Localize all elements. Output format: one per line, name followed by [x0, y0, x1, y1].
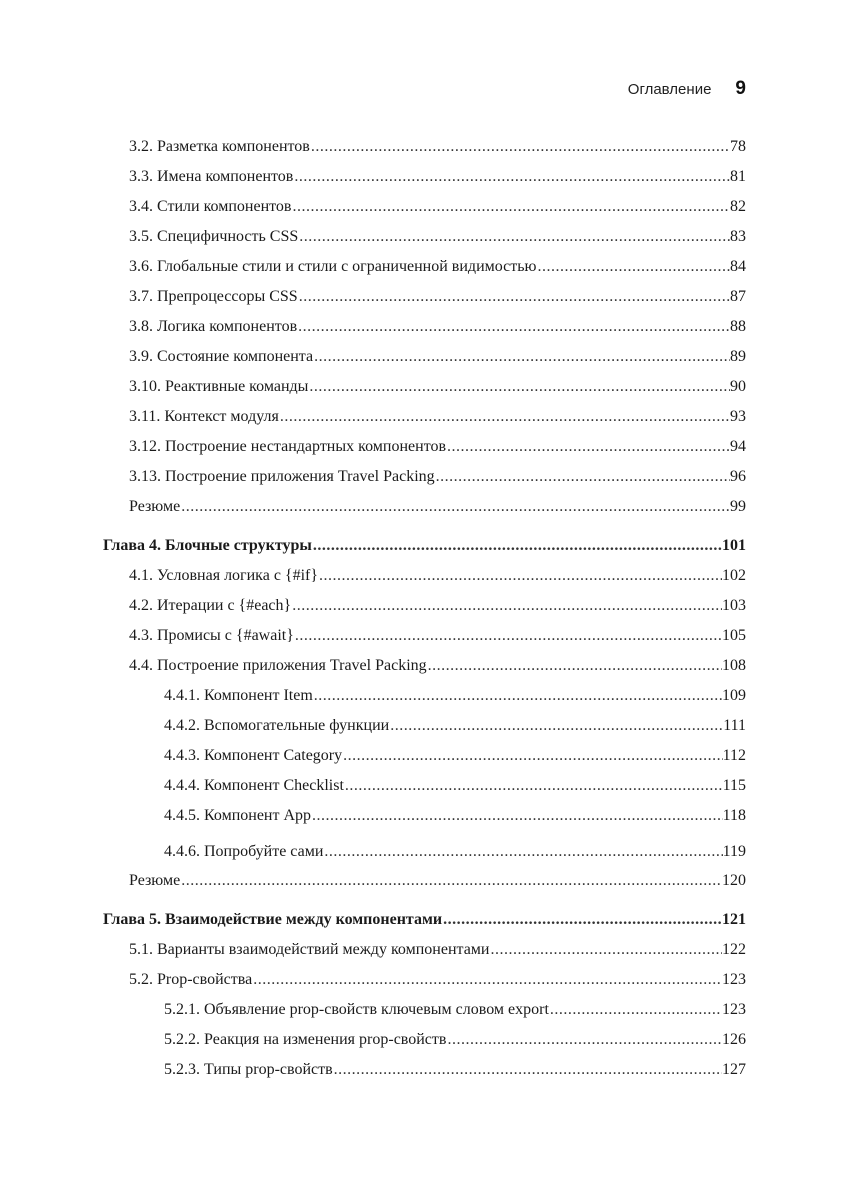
toc-entry-page: 90 — [730, 378, 746, 395]
toc-entry — [129, 286, 746, 308]
toc-entry — [129, 466, 746, 488]
toc-entry-title: 3.3. Имена компонентов — [129, 168, 294, 185]
toc-entry-page: 119 — [722, 843, 746, 860]
toc-entry-title: 5.2.2. Реакция на изменения prop-свойств — [164, 1031, 447, 1048]
toc-entry-title: 5.2.1. Объявление prop-свойств ключевым словом export — [164, 1001, 549, 1018]
toc-entry-page: 101 — [722, 537, 746, 554]
toc-leader-dots — [298, 226, 730, 248]
toc-leader-dots — [427, 655, 722, 677]
toc-entry-page: 83 — [730, 228, 746, 245]
toc-leader-dots — [318, 565, 722, 587]
toc-leader-dots — [446, 1029, 722, 1051]
running-header — [628, 78, 746, 100]
toc-chapter-entry — [103, 909, 746, 931]
toc-entry-title: 4.4.5. Компонент App — [164, 807, 312, 824]
toc-entry-page: 123 — [722, 1001, 746, 1018]
toc-entry-title: 4.4.3. Компонент Category — [164, 747, 343, 764]
toc-entry-page: 127 — [722, 1061, 746, 1078]
toc-entry-title: 3.6. Глобальные стили и стили с ограниченной видимостью — [129, 258, 537, 275]
toc-entry — [129, 406, 746, 428]
toc-entry-title: 4.1. Условная логика с {#if} — [129, 567, 319, 584]
toc-entry-page: 87 — [730, 288, 746, 305]
toc-entry-page: 81 — [730, 168, 746, 185]
toc-entry-page: 122 — [722, 941, 746, 958]
toc-entry-page: 115 — [722, 777, 746, 794]
toc-subentry — [164, 999, 746, 1021]
toc-leader-dots — [549, 999, 722, 1021]
toc-entry-page: 82 — [730, 198, 746, 215]
toc-chapter-entry — [103, 535, 746, 557]
toc-leader-dots — [313, 685, 722, 707]
toc-leader-dots — [297, 316, 730, 338]
toc-entry-title: Резюме — [129, 872, 181, 889]
toc-entry-page: 111 — [723, 717, 746, 734]
toc-entry — [129, 436, 746, 458]
toc-entry-page: 103 — [722, 597, 746, 614]
toc-subentry — [164, 715, 746, 737]
toc-leader-dots — [537, 256, 731, 278]
toc-leader-dots — [323, 841, 722, 863]
toc-leader-dots — [308, 376, 730, 398]
toc-leader-dots — [252, 969, 722, 991]
toc-entry — [129, 166, 746, 188]
toc-leader-dots — [279, 406, 730, 428]
toc-entry-title: 3.12. Построение нестандартных компонентов — [129, 438, 447, 455]
toc-subentry — [164, 775, 746, 797]
toc-entry — [129, 655, 746, 677]
toc-leader-dots — [490, 939, 723, 961]
toc-entry — [129, 870, 746, 892]
toc-leader-dots — [342, 745, 722, 767]
toc-entry-title: 5.2. Prop-свойства — [129, 971, 253, 988]
toc-entry-title: 3.5. Специфичность CSS — [129, 228, 299, 245]
toc-entry-title: 4.4. Построение приложения Travel Packing — [129, 657, 427, 674]
toc-leader-dots — [293, 166, 730, 188]
toc-leader-dots — [435, 466, 730, 488]
toc-entry-title: 3.11. Контекст модуля — [129, 408, 279, 425]
toc-entry — [129, 376, 746, 398]
toc-entry-title: 3.10. Реактивные команды — [129, 378, 309, 395]
toc-entry-title: 3.2. Разметка компонентов — [129, 138, 310, 155]
toc-entry — [129, 939, 746, 961]
toc-leader-dots — [389, 715, 723, 737]
toc-entry-page: 121 — [722, 911, 746, 928]
toc-leader-dots — [291, 595, 722, 617]
toc-entry — [129, 256, 746, 278]
toc-leader-dots — [180, 870, 722, 892]
toc-leader-dots — [312, 535, 722, 557]
toc-leader-dots — [446, 436, 730, 458]
toc-entry-title: 3.8. Логика компонентов — [129, 318, 298, 335]
toc-entry — [129, 136, 746, 158]
toc-leader-dots — [442, 909, 722, 931]
toc-subentry — [164, 841, 746, 863]
toc-entry — [129, 969, 746, 991]
toc-entry-title: 4.4.1. Компонент Item — [164, 687, 313, 704]
toc-entry — [129, 316, 746, 338]
toc-chapter-title: Глава 4. Блочные структуры — [103, 537, 312, 554]
toc-entry-page: 89 — [730, 348, 746, 365]
toc-subentry — [164, 1059, 746, 1081]
toc-subentry — [164, 805, 746, 827]
toc-entry-page: 120 — [722, 872, 746, 889]
header-page-number: 9 — [735, 78, 746, 99]
toc-entry-title: 3.7. Препроцессоры CSS — [129, 288, 298, 305]
toc-entry-page: 126 — [722, 1031, 746, 1048]
toc-chapter-title: Глава 5. Взаимодействие между компонентами — [103, 911, 443, 928]
toc-leader-dots — [333, 1059, 722, 1081]
toc-entry — [129, 346, 746, 368]
toc-entry — [129, 196, 746, 218]
toc-entry-title: 3.13. Построение приложения Travel Packing — [129, 468, 435, 485]
toc-entry-title: 5.1. Варианты взаимодействий между компонентами — [129, 941, 490, 958]
toc-subentry — [164, 685, 746, 707]
toc-entry-page: 112 — [722, 747, 746, 764]
header-title: Оглавление — [627, 81, 712, 98]
toc-entry-page: 123 — [722, 971, 746, 988]
toc-leader-dots — [311, 805, 723, 827]
toc-leader-dots — [291, 196, 730, 218]
toc-leader-dots — [180, 496, 730, 518]
toc-entry — [129, 565, 746, 587]
toc-entry — [129, 496, 746, 518]
toc-entry-title: 4.4.2. Вспомогательные функции — [164, 717, 390, 734]
toc-leader-dots — [344, 775, 723, 797]
toc-entry-title: 4.2. Итерации с {#each} — [129, 597, 292, 614]
toc-leader-dots — [294, 625, 722, 647]
toc-entry-page: 118 — [722, 807, 746, 824]
toc-entry-title: 4.4.4. Компонент Checklist — [164, 777, 344, 794]
toc-leader-dots — [313, 346, 730, 368]
toc-entry-title: 3.4. Стили компонентов — [129, 198, 292, 215]
toc-entry-page: 84 — [730, 258, 746, 275]
toc-entry-title: 4.4.6. Попробуйте сами — [164, 843, 324, 860]
toc-entry-page: 78 — [730, 138, 746, 155]
toc-leader-dots — [310, 136, 730, 158]
toc-entry-title: Резюме — [129, 498, 181, 515]
toc-leader-dots — [298, 286, 730, 308]
toc-entry — [129, 595, 746, 617]
toc-entry-page: 99 — [730, 498, 746, 515]
toc-entry-title: 4.3. Промисы с {#await} — [129, 627, 294, 644]
toc-subentry — [164, 745, 746, 767]
toc-entry-page: 88 — [730, 318, 746, 335]
toc-entry — [129, 625, 746, 647]
toc-entry-page: 105 — [722, 627, 746, 644]
toc-entry-page: 108 — [722, 657, 746, 674]
toc-entry — [129, 226, 746, 248]
toc-entry-page: 93 — [730, 408, 746, 425]
toc-entry-page: 96 — [730, 468, 746, 485]
toc-entry-title: 5.2.3. Типы prop-свойств — [164, 1061, 333, 1078]
toc-subentry — [164, 1029, 746, 1051]
toc-entry-page: 102 — [722, 567, 746, 584]
toc-entry-page: 94 — [730, 438, 746, 455]
toc-entry-title: 3.9. Состояние компонента — [129, 348, 314, 365]
toc-entry-page: 109 — [722, 687, 746, 704]
